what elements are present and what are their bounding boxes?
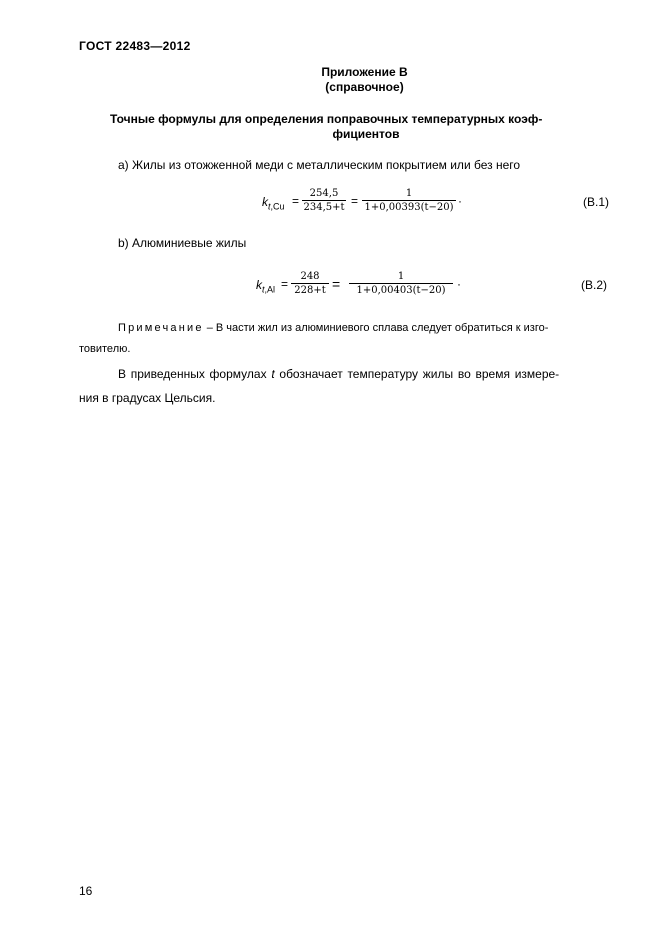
item-a-label: a) Жилы из отожженной меди с металлическим покрытием или без него: [118, 158, 521, 172]
formula-b2-number: (В.2): [581, 278, 608, 292]
closing-line1: В приведенных формулах t обозначает температуру жилы во время измере-: [118, 367, 560, 381]
formula-b2: [0, 268, 661, 304]
formula-b1-number: (В.1): [583, 195, 610, 209]
equals-sign: =: [332, 276, 341, 292]
appendix-type: (справочное): [325, 80, 404, 94]
equals-sign: =: [351, 194, 359, 208]
note-line2: товителю.: [79, 343, 131, 355]
formula-b2-fraction2: 1 1+0,00403(t−20): [349, 271, 453, 296]
item-b-label: b) Алюминиевые жилы: [118, 236, 247, 250]
appendix-title: Приложение В: [321, 65, 408, 79]
formula-b2-lhs: $k_{t,Al}$: [256, 278, 276, 295]
document-header: ГОСТ 22483—2012: [79, 39, 191, 53]
note-label: Примечание: [118, 322, 204, 334]
formula-b1-fraction2: 1 1+0,00393(t−20): [362, 188, 456, 213]
formula-b1-lhs: $k_{t,Cu}$: [262, 195, 285, 212]
note-line1: [118, 318, 618, 339]
section-title-line1: Точные формулы для определения поправочных температурных коэф-: [110, 112, 543, 126]
equals-sign: =: [281, 277, 289, 291]
section-title-line2: фициентов: [332, 127, 400, 141]
page-number: 16: [79, 884, 93, 898]
equals-sign: =: [292, 194, 300, 208]
closing-line2: ния в градусах Цельсия.: [79, 391, 216, 405]
formula-b1: [0, 186, 661, 220]
formula-b1-fraction1: 254,5 234,5+t: [303, 188, 345, 213]
note-text: – В части жил из алюминиевого сплава следует обратиться к изго-: [203, 322, 549, 334]
formula-b1-end-dot: ·: [458, 194, 462, 208]
formula-b2-end-dot: ·: [457, 277, 461, 291]
formula-b2-fraction1: 248 228+t: [291, 271, 329, 296]
